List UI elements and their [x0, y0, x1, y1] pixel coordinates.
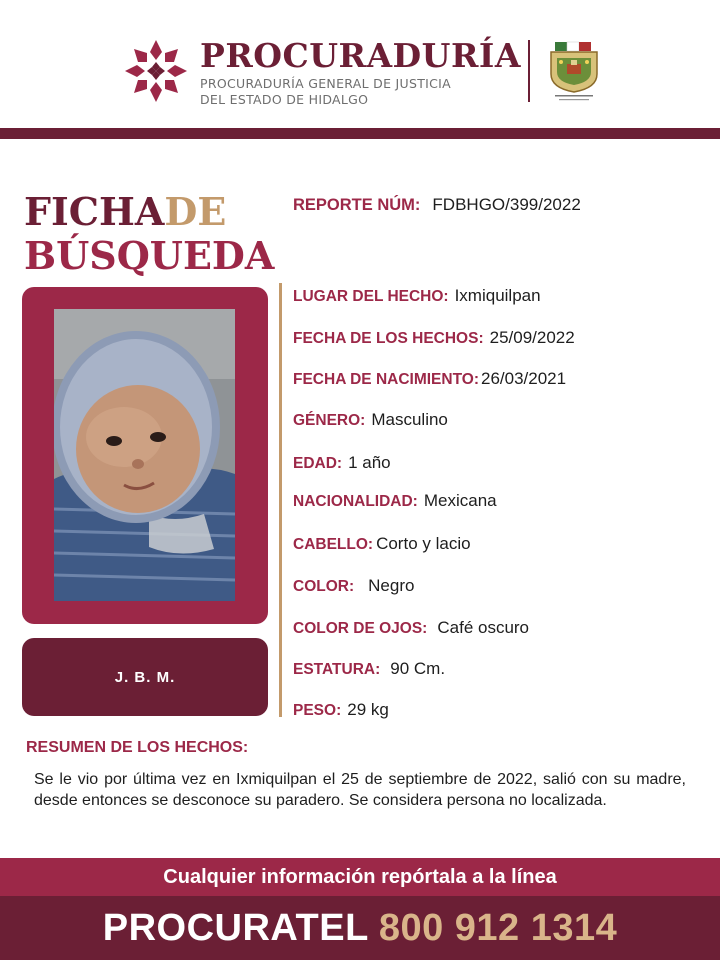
person-initials: J. B. M. [114, 668, 176, 686]
report-number-label: REPORTE NÚM: [293, 196, 421, 214]
field-label: COLOR DE OJOS: [293, 620, 428, 637]
person-initials-box [22, 638, 268, 716]
footer-phone-band [0, 896, 720, 960]
hotline-number: 800 912 1314 [378, 906, 618, 949]
field-label: COLOR: [293, 578, 355, 595]
field-label: NACIONALIDAD: [293, 493, 418, 510]
field-lugar [293, 286, 541, 306]
photo-frame [22, 287, 268, 624]
field-value: 29 kg [347, 700, 389, 719]
title-ficha: FICHA [24, 189, 165, 234]
field-nacionalidad [293, 491, 497, 511]
field-label: LUGAR DEL HECHO: [293, 288, 449, 305]
summary-text: Se le vio por última vez en Ixmiquilpan el 25 de septiembre de 2022, salió con su madre, desde entonces se desconoce su paradero. Se considera persona no localizada. [34, 771, 686, 809]
field-color [293, 576, 414, 596]
field-label: ESTATURA: [293, 661, 381, 678]
hotline [103, 907, 618, 950]
brand-subtitle-line2: DEL ESTADO DE HIDALGO [200, 92, 369, 107]
field-label: EDAD: [293, 455, 343, 472]
field-edad [293, 453, 391, 473]
field-value: Masculino [371, 410, 448, 429]
page-title [24, 190, 274, 278]
field-cabello [293, 534, 471, 554]
top-band [0, 128, 720, 139]
field-label: FECHA DE NACIMIENTO: [293, 371, 479, 388]
field-value: 1 año [348, 453, 391, 472]
field-peso [293, 700, 389, 720]
title-busqueda: BÚSQUEDA [24, 233, 275, 278]
field-value: 26/03/2021 [481, 369, 567, 388]
field-estatura [293, 659, 445, 679]
field-value: Café oscuro [437, 618, 530, 637]
report-number-value: FDBHGO/399/2022 [432, 195, 581, 214]
brand-title: PROCURADURÍA [200, 36, 521, 75]
field-label: GÉNERO: [293, 412, 366, 429]
footer-cta-band [0, 858, 720, 896]
field-value: Ixmiquilpan [454, 286, 541, 305]
field-color-ojos [293, 618, 529, 638]
field-label: PESO: [293, 702, 342, 719]
field-label: CABELLO: [293, 536, 374, 553]
brand-subtitle [200, 76, 451, 108]
field-value: Mexicana [423, 491, 497, 510]
field-fecha-nacimiento [293, 369, 566, 389]
field-genero [293, 410, 448, 430]
procuraduria-star-logo-icon [125, 40, 187, 102]
field-value: 25/09/2022 [489, 328, 575, 347]
field-value: Corto y lacio [376, 534, 471, 553]
hidalgo-state-seal-icon [545, 38, 603, 104]
field-value: Negro [368, 576, 415, 595]
field-value: 90 Cm. [390, 659, 446, 678]
field-fecha-hechos [293, 328, 575, 348]
missing-person-photo [54, 309, 235, 601]
header-divider [528, 40, 530, 102]
vertical-divider [279, 283, 282, 717]
report-number [293, 195, 581, 215]
hotline-brand: PROCURATEL [102, 906, 369, 949]
field-label: FECHA DE LOS HECHOS: [293, 330, 484, 347]
brand-subtitle-line1: PROCURADURÍA GENERAL DE JUSTICIA [200, 76, 451, 91]
summary-heading: RESUMEN DE LOS HECHOS: [26, 739, 249, 756]
title-de: DE [164, 189, 227, 234]
footer-cta-text: Cualquier información repórtala a la línea [163, 865, 557, 888]
